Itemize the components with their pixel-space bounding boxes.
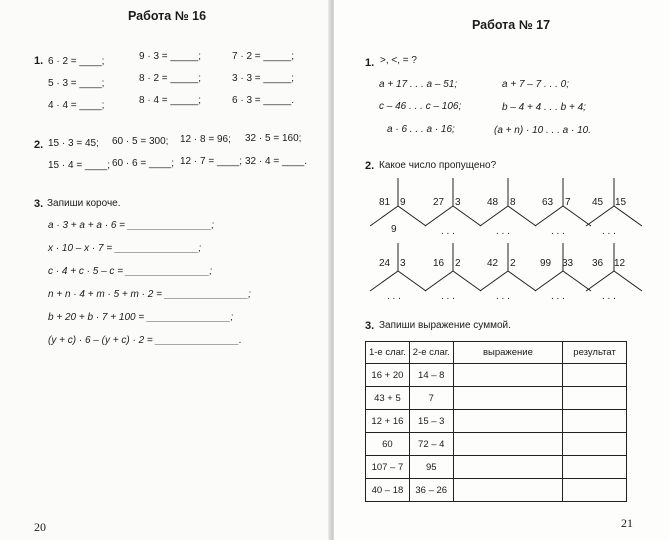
task3-line: b + 20 + b · 7 + 100 = _______________; <box>48 312 234 323</box>
tree-number: 63 <box>542 197 554 208</box>
cell-expression[interactable] <box>453 410 562 433</box>
task2-example: 15 · 3 = 45; <box>48 138 99 149</box>
work-16-title: Работа № 16 <box>128 9 207 23</box>
task1-item: 3 · 3 = _____; <box>232 73 294 84</box>
task1-item: 7 · 2 = _____; <box>232 51 294 62</box>
cell-addend1: 107 – 7 <box>366 456 410 479</box>
compare-item: a · 6 . . . a · 16; <box>387 124 455 135</box>
task3-line: c · 4 + c · 5 – c = _______________; <box>48 266 213 277</box>
tree-number: 42 <box>487 258 499 269</box>
compare-item: a + 7 – 7 . . . 0; <box>502 79 569 90</box>
table-row <box>366 387 627 410</box>
tree-number: 24 <box>379 258 391 269</box>
tree-result: . . . <box>551 291 565 302</box>
tree-number: 36 <box>592 258 604 269</box>
cell-addend2: 7 <box>409 387 453 410</box>
table-row <box>366 410 627 433</box>
page-number-right: 21 <box>621 516 633 530</box>
cell-result[interactable] <box>563 387 627 410</box>
task1-number: 1. <box>34 55 44 67</box>
cell-addend2: 15 – 3 <box>409 410 453 433</box>
tree-number: 3 <box>455 197 461 208</box>
tree-number: 7 <box>565 197 571 208</box>
cell-result[interactable] <box>563 456 627 479</box>
cell-addend1: 16 + 20 <box>366 364 410 387</box>
table-row <box>366 479 627 502</box>
compare-item: (a + n) · 10 . . . a · 10. <box>494 125 591 136</box>
col-header-expression: выражение <box>453 342 562 364</box>
tree-number: 8 <box>510 197 516 208</box>
tree-number: 81 <box>379 197 391 208</box>
tree-result: . . . <box>387 291 401 302</box>
task3-line: a · 3 + a + a · 6 = _______________; <box>48 220 214 231</box>
tree-result: 9 <box>391 224 397 235</box>
compare-item: c – 46 . . . c – 106; <box>379 101 462 112</box>
right-page <box>334 0 669 540</box>
tree-number: 3 <box>400 258 406 269</box>
tree-result: . . . <box>602 291 616 302</box>
left-page <box>0 0 330 540</box>
sum-table <box>365 341 627 502</box>
task2-heading: Какое число пропущено? <box>379 160 497 171</box>
task2-item: 15 · 4 = ____; <box>48 160 110 171</box>
task3-line: n + n · 4 + m · 5 + m · 2 = _______________; <box>48 289 251 300</box>
compare-item: b – 4 + 4 . . . b + 4; <box>502 102 586 113</box>
tree-number: 9 <box>400 197 406 208</box>
task2-example: 12 · 8 = 96; <box>180 134 231 145</box>
task3-number: 3. <box>365 320 375 332</box>
cell-addend1: 60 <box>366 433 410 456</box>
cell-addend2: 95 <box>409 456 453 479</box>
cell-addend1: 40 – 18 <box>366 479 410 502</box>
tree-number: 2 <box>510 258 516 269</box>
cell-addend1: 12 + 16 <box>366 410 410 433</box>
task3-line: x · 10 – x · 7 = _______________; <box>48 243 202 254</box>
col-header-result: результат <box>563 342 627 364</box>
tree-number: 2 <box>455 258 461 269</box>
tree-number: 99 <box>540 258 552 269</box>
task1-number: 1. <box>365 57 375 69</box>
cell-result[interactable] <box>563 410 627 433</box>
cell-result[interactable] <box>563 433 627 456</box>
task1-item: 9 · 3 = _____; <box>139 51 201 62</box>
task1-item: 8 · 4 = _____; <box>139 95 201 106</box>
tree-result: . . . <box>602 226 616 237</box>
task3-number: 3. <box>34 198 44 210</box>
table-header-row <box>366 342 627 364</box>
page-number-left: 20 <box>34 520 46 534</box>
task3-heading: Запиши выражение суммой. <box>379 320 511 331</box>
col-header-addend2: 2-е слаг. <box>409 342 453 364</box>
task2-item: 12 · 7 = ____; <box>180 156 242 167</box>
tree-number: 48 <box>487 197 499 208</box>
cell-expression[interactable] <box>453 387 562 410</box>
col-header-addend1: 1-е слаг. <box>366 342 410 364</box>
cell-expression[interactable] <box>453 456 562 479</box>
task2-example: 32 · 5 = 160; <box>245 133 302 144</box>
work-17-title: Работа № 17 <box>472 18 551 32</box>
cell-expression[interactable] <box>453 433 562 456</box>
tree-result: . . . <box>496 291 510 302</box>
tree-number: 33 <box>562 258 574 269</box>
task1-item: 4 · 4 = ____; <box>48 100 105 111</box>
task1-item: 8 · 2 = _____; <box>139 73 201 84</box>
task2-item: 32 · 4 = ____. <box>245 156 307 167</box>
cell-expression[interactable] <box>453 364 562 387</box>
tree-number: 27 <box>433 197 445 208</box>
table-row <box>366 364 627 387</box>
compare-item: a + 17 . . . a – 51; <box>379 79 458 90</box>
tree-result: . . . <box>551 226 565 237</box>
tree-result: . . . <box>441 226 455 237</box>
task3-line: (y + c) · 6 – (y + c) · 2 = _______________. <box>48 335 242 346</box>
cell-result[interactable] <box>563 479 627 502</box>
tree-result: . . . <box>441 291 455 302</box>
task1-item: 5 · 3 = ____; <box>48 78 105 89</box>
tree-result: . . . <box>496 226 510 237</box>
tree-number: 16 <box>433 258 445 269</box>
task2-example: 60 · 5 = 300; <box>112 136 169 147</box>
tree-number: 45 <box>592 197 604 208</box>
tree-number: 12 <box>614 258 626 269</box>
task1-heading: >, <, = ? <box>380 55 417 66</box>
task3-heading: Запиши короче. <box>47 198 121 209</box>
task2-number: 2. <box>365 160 375 172</box>
task1-item: 6 · 2 = ____; <box>48 56 105 67</box>
cell-addend2: 72 – 4 <box>409 433 453 456</box>
cell-result[interactable] <box>563 364 627 387</box>
cell-expression[interactable] <box>453 479 562 502</box>
table-row <box>366 433 627 456</box>
cell-addend2: 14 – 8 <box>409 364 453 387</box>
task1-item: 6 · 3 = _____. <box>232 95 294 106</box>
cell-addend1: 43 + 5 <box>366 387 410 410</box>
cell-addend2: 36 – 26 <box>409 479 453 502</box>
task2-number: 2. <box>34 139 44 151</box>
tree-number: 15 <box>615 197 627 208</box>
task2-item: 60 · 6 = ____; <box>112 158 174 169</box>
table-row <box>366 456 627 479</box>
